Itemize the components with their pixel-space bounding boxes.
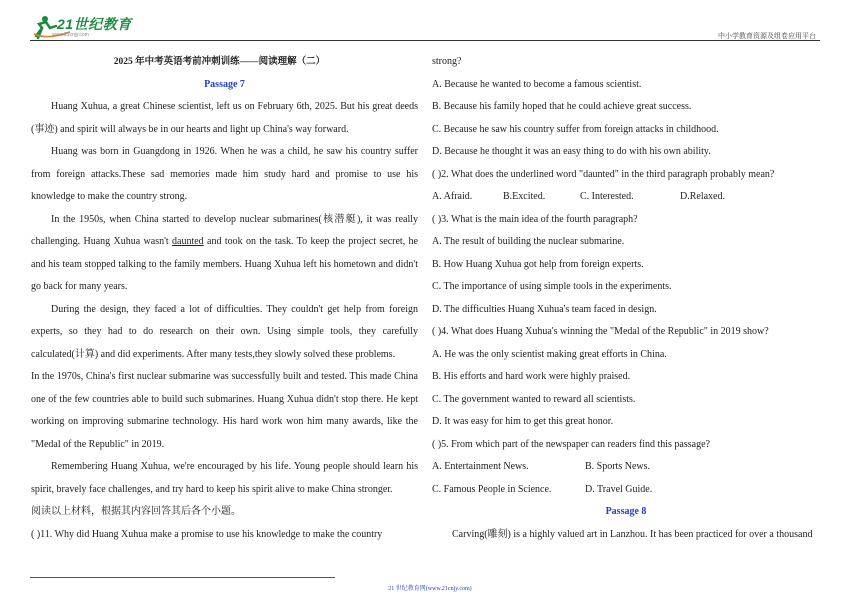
question-3-option-c: C. The importance of using simple tools in the experiments.	[432, 281, 672, 292]
question-3-option-d: D. The difficulties Huang Xuhua's team faced in design.	[432, 303, 657, 315]
paragraph-4: During the design, they faced a lot of difficulties. They couldn't get help from foreign experts, so they had to do research on their own. Using simple tools, they carefully calculated(计算) and did experiments. After many tests,they slowly solved these problems.	[31, 303, 418, 360]
header-divider	[30, 40, 820, 41]
question-2-option-b: B.Excited.	[503, 191, 546, 202]
paragraph-1: Huang Xuhua, a great Chinese scientist, left us on February 6th, 2025. But his great deeds (事迹) and spirit will always be in our hearts and light up China's way forward.	[31, 101, 418, 135]
question-5-option-a: A. Entertainment News.	[432, 461, 529, 472]
passage-8-label: Passage 8	[605, 506, 647, 517]
question-4: ( )4. What does Huang Xuhua's winning the "Medal of the Republic" in 2019 show?	[432, 326, 769, 337]
logo-url: www.21cnjy.com	[52, 32, 89, 38]
question-2-option-d: D.Relaxed.	[680, 191, 725, 202]
question-2-option-c: C. Interested.	[580, 191, 634, 202]
paragraph-6: Remembering Huang Xuhua, we're encouraged by his life. Young people should learn his spirit, bravely face challenges, and try hard to keep his spirit alive to make China stronger.	[31, 461, 418, 495]
question-1-option-c: C. Because he saw his country suffer from foreign attacks in childhood.	[432, 123, 719, 135]
question-5-option-c: C. Famous People in Science.	[432, 483, 552, 495]
question-1: ( )11. Why did Huang Xuhua make a promise to use his knowledge to make the country	[31, 528, 383, 540]
question-3: ( )3. What is the main idea of the fourth paragraph?	[432, 213, 638, 225]
question-1-option-d: D. Because he thought it was an easy thing to do with his own ability.	[432, 146, 711, 157]
question-3-option-a: A. The result of building the nuclear submarine.	[432, 236, 625, 247]
question-1-option-b: B. Because his family hoped that he could achieve great success.	[432, 101, 692, 112]
question-1-option-a: A. Because he wanted to become a famous scientist.	[432, 78, 642, 90]
question-4-option-d: D. It was easy for him to get this great honor.	[432, 416, 614, 427]
paragraph-2: Huang was born in Guangdong in 1926. When he was a child, he saw his country suffer from foreign attacks.These sad memories made him study hard and promise to use his knowledge to make the country strong.	[31, 146, 418, 202]
header-platform-text: 中小学教育资源及组卷应用平台	[718, 32, 816, 40]
question-4-option-a: A. He was the only scientist making great efforts in China.	[432, 348, 667, 360]
question-3-option-b: B. How Huang Xuhua got help from foreign experts.	[432, 258, 644, 270]
question-5-option-b: B. Sports News.	[585, 461, 651, 472]
question-2: ( )2. What does the underlined word "daunted" in the third paragraph probably mean?	[432, 168, 775, 180]
logo-text: 21世纪教育	[57, 16, 132, 32]
footer-text: 21 世纪教育网(www.21cnjy.com)	[388, 586, 472, 592]
paragraph-3	[31, 209, 418, 299]
question-4-option-b: B. His efforts and hard work were highly praised.	[432, 371, 631, 382]
instruction: 阅读以上材料，根据其内容回答其后各个小题。	[31, 506, 241, 517]
passage-8-paragraph-1: Carving(雕刻) is a highly valued art in Lanzhou. It has been practiced for over a thousand	[452, 528, 813, 540]
paragraph-3-end: and took on the task. To keep the project secret, he and his team stopped talking to the family members. Huang Xuhua left his hometown and didn't go back for many years.	[31, 236, 418, 292]
question-4-option-c: C. The government wanted to reward all scientists.	[432, 393, 636, 405]
paragraph-3-start: In the 1950s, when China started to develop nuclear submarines(核潜艇), it was really challenging. Huang Xuhua wasn't	[31, 213, 418, 247]
underlined-word: daunted	[172, 236, 204, 247]
question-1-continued: strong?	[432, 56, 462, 67]
question-2-option-a: A. Afraid.	[432, 191, 473, 202]
paragraph-5: In the 1970s, China's first nuclear submarine was successfully built and tested. This made China one of the few countries able to build such submarines. Huang Xuhua didn't stop there. He kept working on improving submarine technology. His hard work won him many awards, like the "Medal of the Republic" in 2019.	[31, 371, 418, 450]
question-2-options	[432, 186, 820, 209]
question-5: ( )5. From which part of the newspaper can readers find this passage?	[432, 438, 710, 450]
passage-7-label: Passage 7	[204, 78, 245, 90]
question-5-options-row-1	[432, 456, 820, 479]
question-5-options-row-2	[432, 479, 820, 502]
page-title: 2025 年中考英语考前冲刺训练——阅读理解（二）	[113, 57, 326, 67]
left-column	[31, 51, 418, 546]
question-5-option-d: D. Travel Guide.	[585, 483, 653, 495]
footer-divider	[30, 577, 335, 578]
right-column	[432, 51, 820, 546]
